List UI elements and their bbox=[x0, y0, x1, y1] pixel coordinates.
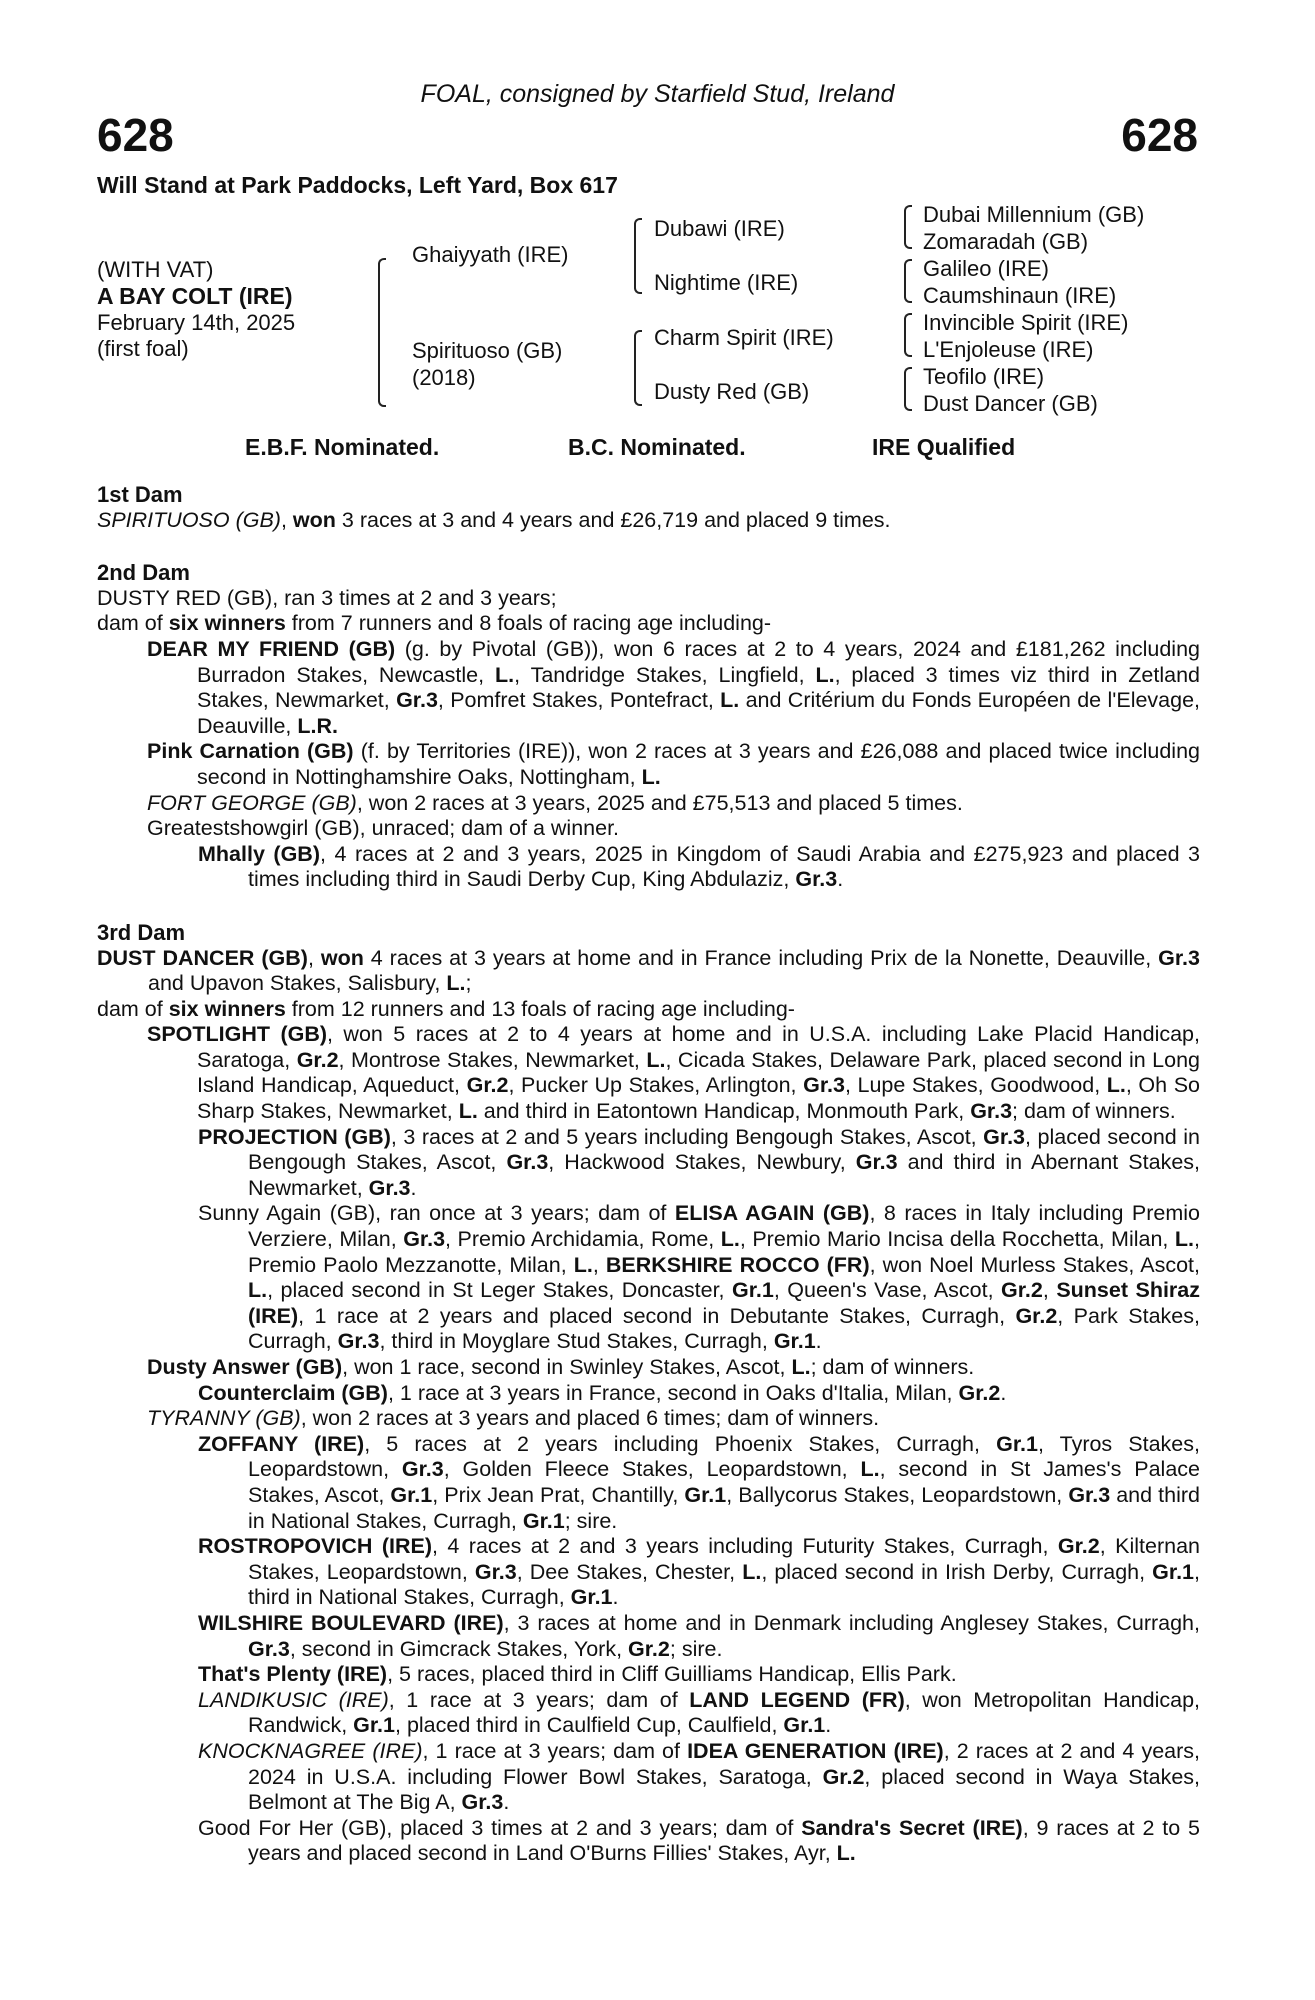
horse-name: That's Plenty (IRE) bbox=[198, 1662, 388, 1687]
grade: Gr.3 bbox=[396, 688, 438, 713]
third-dam-produce-summary bbox=[97, 997, 1200, 1023]
text: , Prix Jean Prat, Chantilly, bbox=[432, 1482, 685, 1507]
grade: Gr.3 bbox=[368, 1175, 411, 1200]
horse-name: KNOCKNAGREE (IRE) bbox=[198, 1738, 423, 1763]
text: , Lupe Stakes, Goodwood, bbox=[844, 1073, 1107, 1098]
first-dam-won: won bbox=[292, 507, 336, 532]
grade: Gr.3 bbox=[983, 1124, 1026, 1149]
grade: L. bbox=[1106, 1073, 1126, 1098]
pedigree-brace bbox=[904, 259, 912, 303]
six-winners: six winners bbox=[168, 611, 286, 636]
grade: Gr.2 bbox=[1015, 1303, 1058, 1328]
text: from 12 runners and 13 foals of racing age including- bbox=[285, 996, 795, 1021]
grade: Gr.3 bbox=[403, 1227, 446, 1252]
list-item: Greatestshowgirl (GB), unraced; dam of a winner. bbox=[147, 816, 620, 841]
list-item bbox=[97, 842, 1200, 893]
gg-sire-4: Teofilo (IRE) bbox=[923, 364, 1045, 389]
text: , Park Stakes, Curragh, bbox=[248, 1303, 1200, 1354]
sire-sire: Dubawi (IRE) bbox=[654, 216, 785, 241]
gg-dam-2: Caumshinaun (IRE) bbox=[923, 283, 1117, 308]
grade: Gr.3 bbox=[248, 1636, 290, 1661]
text: 4 races at 3 years at home and in France including Prix de la Nonette, Deauville, bbox=[363, 945, 1159, 970]
horse-name: Counterclaim (GB) bbox=[198, 1380, 388, 1405]
horse-name: Sunset Shiraz (IRE) bbox=[248, 1278, 1200, 1328]
text: , won 2 races at 3 years and placed 6 times; dam of winners. bbox=[300, 1406, 880, 1431]
horse-name: PROJECTION (GB) bbox=[198, 1124, 391, 1149]
gg-dam-3: L'Enjoleuse (IRE) bbox=[923, 337, 1094, 362]
gg-sire-1: Dubai Millennium (GB) bbox=[923, 202, 1145, 227]
lot-number-left: 628 bbox=[97, 109, 174, 161]
text: dam of bbox=[97, 611, 169, 636]
text: , 5 races, placed third in Cliff Guilliams Handicap, Ellis Park. bbox=[387, 1662, 957, 1687]
horse-name: ELISA AGAIN (GB) bbox=[674, 1201, 870, 1226]
list-item bbox=[97, 1816, 1200, 1867]
horse-name: A BAY COLT (IRE) bbox=[97, 283, 293, 309]
list-item bbox=[97, 1406, 1200, 1432]
horse-name: ZOFFANY (IRE) bbox=[198, 1431, 365, 1456]
text: and third in Abernant Stakes, Newmarket, bbox=[248, 1150, 1200, 1200]
grade: Gr.1 bbox=[390, 1482, 433, 1507]
grade: L. bbox=[494, 662, 515, 687]
grade: Gr.1 bbox=[522, 1508, 565, 1533]
text: , 5 races at 2 years including Phoenix Stakes, Curragh, bbox=[364, 1431, 997, 1456]
text: , placed second in Irish Derby, Curragh, bbox=[761, 1559, 1153, 1584]
list-item bbox=[97, 637, 1200, 739]
text: , 3 races at 2 and 5 years including Bengough Stakes, Ascot, bbox=[390, 1124, 984, 1149]
text: , Pomfret Stakes, Pontefract, bbox=[437, 688, 721, 713]
text: , won 1 race, second in Swinley Stakes, Ascot, bbox=[342, 1355, 792, 1379]
grade: L. bbox=[646, 1047, 666, 1072]
text: , 8 races in Italy including Premio Verziere, Milan, bbox=[248, 1201, 1200, 1252]
horse-name: DEAR MY FRIEND (GB) bbox=[147, 636, 396, 661]
dam-year: (2018) bbox=[412, 365, 476, 390]
text: , won 2 races at 3 years, 2025 and £75,513 and placed 5 times. bbox=[356, 790, 963, 815]
dam-history bbox=[97, 482, 1200, 1867]
pedigree-brace bbox=[904, 205, 912, 249]
horse-name: BERKSHIRE ROCCO (FR) bbox=[605, 1252, 870, 1277]
text: , placed second in Waya Stakes, Belmont at The Big A, bbox=[248, 1764, 1201, 1815]
grade: Gr.1 bbox=[773, 1329, 816, 1354]
first-dam-heading: 1st Dam bbox=[97, 482, 183, 507]
list-item bbox=[97, 1662, 1200, 1688]
text: ; sire. bbox=[564, 1508, 618, 1533]
text: , second in Gimcrack Stakes, York, bbox=[289, 1636, 629, 1661]
text: , 1 race at 3 years; dam of bbox=[422, 1738, 688, 1763]
list-item bbox=[97, 1022, 1200, 1124]
text: (g. by Pivotal (GB)), won 6 races at 2 to 4 years, 2024 and £181,262 including Burradon Stakes, Newcastle, bbox=[197, 636, 1200, 687]
won-label: won bbox=[320, 945, 364, 970]
text: , Premio Paolo Mezzanotte, Milan, bbox=[248, 1227, 1200, 1277]
text: , 1 race at 3 years; dam of bbox=[388, 1687, 690, 1712]
text: , won 5 races at 2 to 4 years at home and in U.S.A. including Lake Placid Handicap, Saratoga, bbox=[197, 1022, 1200, 1072]
horse-name: TYRANNY (GB) bbox=[147, 1406, 301, 1431]
grade: Gr.1 bbox=[996, 1431, 1038, 1456]
text: , Golden Fleece Stakes, Leopardstown, bbox=[443, 1457, 861, 1482]
second-dam-produce-summary bbox=[97, 611, 1200, 637]
text: , 1 race at 3 years in France, second in Oaks d'Italia, Milan, bbox=[387, 1380, 959, 1405]
foaling-date: February 14th, 2025 bbox=[97, 310, 296, 335]
text: ; bbox=[465, 971, 472, 996]
text: . bbox=[815, 1329, 822, 1354]
grade: L. bbox=[860, 1457, 880, 1482]
text: , Oh So Sharp Stakes, Newmarket, bbox=[197, 1073, 1200, 1124]
grade: Gr.3 bbox=[474, 1559, 517, 1584]
third-dam-heading: 3rd Dam bbox=[97, 919, 186, 945]
text: Sunny Again (GB), ran once at 3 years; dam of bbox=[198, 1201, 675, 1226]
list-item bbox=[97, 1125, 1200, 1202]
lot-number-right: 628 bbox=[1121, 109, 1198, 161]
text: ; sire. bbox=[669, 1636, 723, 1661]
grade: Gr.2 bbox=[958, 1380, 1001, 1405]
grade: Gr.2 bbox=[1057, 1534, 1100, 1559]
grade: Gr.3 bbox=[795, 867, 838, 892]
grade: L. bbox=[742, 1559, 762, 1584]
grade: Gr.3 bbox=[461, 1790, 504, 1815]
text: from 7 runners and 8 foals of racing age including- bbox=[285, 611, 772, 636]
text: . bbox=[825, 1713, 832, 1738]
sire-name: Ghaiyyath (IRE) bbox=[412, 242, 569, 267]
grade: Gr.1 bbox=[353, 1713, 395, 1738]
grade: L. bbox=[836, 1841, 856, 1866]
first-dam-name: SPIRITUOSO (GB) bbox=[97, 507, 281, 532]
grade: L. bbox=[641, 764, 661, 789]
text: , won Metropolitan Handicap, Randwick, bbox=[248, 1687, 1200, 1738]
first-dam-record: 3 races at 3 and 4 years and £26,719 and placed 9 times. bbox=[335, 507, 891, 532]
text: , 4 races at 2 and 3 years, 2025 in Kingdom of Saudi Arabia and £275,923 and placed 3 times including third in Saudi Derby Cup, King Abdulaziz, bbox=[248, 841, 1201, 892]
list-item bbox=[97, 1355, 1200, 1381]
text: , placed third in Caulfield Cup, Caulfield, bbox=[395, 1713, 784, 1738]
text: , second in St James's Palace Stakes, Ascot, bbox=[248, 1457, 1200, 1507]
grade: Gr.3 bbox=[506, 1150, 549, 1175]
text: , 4 races at 2 and 3 years including Futurity Stakes, Curragh, bbox=[432, 1534, 1058, 1559]
bc-nomination: B.C. Nominated. bbox=[568, 434, 746, 460]
horse-name: IDEA GENERATION (IRE) bbox=[687, 1738, 944, 1763]
grade: Gr.3 bbox=[401, 1457, 444, 1482]
dam-dam: Dusty Red (GB) bbox=[654, 379, 810, 404]
list-item bbox=[97, 1534, 1200, 1611]
text: , Hackwood Stakes, Newbury, bbox=[548, 1150, 856, 1175]
stand-location: Will Stand at Park Paddocks, Left Yard, Box 617 bbox=[97, 172, 618, 198]
list-item bbox=[97, 791, 1200, 817]
dam-sire: Charm Spirit (IRE) bbox=[654, 325, 834, 350]
text: , 9 races at 2 to 5 years and placed second in Land O'Burns Fillies' Stakes, Ayr, bbox=[248, 1815, 1200, 1866]
grade: L. bbox=[815, 662, 835, 687]
text: . bbox=[503, 1790, 510, 1815]
text: and third in Eatontown Handicap, Monmouth Park, bbox=[477, 1099, 971, 1124]
grade: L.R. bbox=[297, 713, 338, 738]
text: , placed second in Bengough Stakes, Ascot, bbox=[248, 1124, 1200, 1175]
text: ; dam of winners. bbox=[810, 1355, 975, 1379]
gg-dam-1: Zomaradah (GB) bbox=[923, 229, 1089, 254]
pedigree-brace bbox=[378, 258, 386, 407]
gg-dam-4: Dust Dancer (GB) bbox=[923, 391, 1098, 416]
grade: L. bbox=[248, 1278, 268, 1303]
grade: Gr.3 bbox=[1158, 945, 1200, 970]
grade: L. bbox=[1174, 1227, 1195, 1252]
grade: L. bbox=[791, 1355, 811, 1379]
grade: Gr.2 bbox=[466, 1073, 509, 1098]
grade: Gr.3 bbox=[1068, 1482, 1111, 1507]
text: , won Noel Murless Stakes, Ascot, bbox=[869, 1252, 1201, 1277]
grade: Gr.1 bbox=[570, 1585, 613, 1610]
grade: Gr.3 bbox=[855, 1150, 898, 1175]
text: . bbox=[837, 867, 844, 892]
grade: Gr.2 bbox=[1001, 1278, 1043, 1303]
text: , Dee Stakes, Chester, bbox=[516, 1559, 743, 1584]
grade: L. bbox=[446, 971, 466, 996]
grade: Gr.2 bbox=[822, 1764, 865, 1789]
text: ; dam of winners. bbox=[1012, 1099, 1176, 1124]
text: and Critérium du Fonds Européen de l'Elevage, Deauville, bbox=[197, 688, 1201, 738]
grade: Gr.3 bbox=[337, 1329, 380, 1354]
pedigree-brace bbox=[904, 367, 912, 411]
pedigree-brace bbox=[634, 330, 642, 406]
consignment-title: FOAL, consigned by Starfield Stud, Ireland bbox=[420, 80, 895, 108]
horse-name: FORT GEORGE (GB) bbox=[147, 790, 357, 815]
text: , Kilternan Stakes, Leopardstown, bbox=[248, 1534, 1200, 1584]
text: , Montrose Stakes, Newmarket, bbox=[338, 1047, 647, 1072]
dam-name: Spirituoso (GB) bbox=[412, 338, 563, 363]
list-item bbox=[97, 1432, 1200, 1534]
text: , 3 races at home and in Denmark including Anglesey Stakes, Curragh, bbox=[503, 1610, 1200, 1635]
gg-sire-3: Invincible Spirit (IRE) bbox=[923, 310, 1129, 335]
list-item bbox=[97, 1611, 1200, 1662]
horse-name: Sandra's Secret (IRE) bbox=[801, 1815, 1023, 1840]
text: and third in National Stakes, Curragh, bbox=[248, 1482, 1200, 1533]
text: dam of bbox=[97, 996, 169, 1021]
text: , placed 3 times viz third in Zetland Stakes, Newmarket, bbox=[197, 662, 1201, 713]
text: . bbox=[1000, 1380, 1007, 1405]
foal-note: (first foal) bbox=[97, 336, 189, 361]
text: , Queen's Vase, Ascot, bbox=[773, 1278, 1002, 1303]
first-dam-text: SPIRITUOSO (GB), won 3 races at 3 and 4 years and £26,719 and placed 9 times. bbox=[97, 507, 891, 532]
horse-name: WILSHIRE BOULEVARD (IRE) bbox=[198, 1610, 504, 1635]
sire-dam: Nightime (IRE) bbox=[654, 270, 799, 295]
second-dam-heading: 2nd Dam bbox=[97, 560, 190, 586]
text: , placed second in St Leger Stakes, Doncaster, bbox=[267, 1278, 732, 1303]
list-item: Sunny Again (GB), ran once at 3 years; dam of ELISA AGAIN (GB), 8 races in Italy including Premio Verziere, Milan, Gr.3, Premio Archidamia, Rome, L., Premio Mario Incisa della Rocchetta, Milan, L., Premio Paolo Mezzanotte, Milan, L., BERKSHIRE ROCCO (FR), won Noel Murless Stakes, Ascot, L., placed second in St Leger Stakes, Doncaster, Gr.1, Queen's Vase, Ascot, Gr.2, Sunset Shiraz (IRE), 1 race at 2 years and placed second in Debutante Stakes, Curragh, Gr.2, Park Stakes, Curragh, Gr.3, third in Moyglare Stud Stakes, Curragh, Gr.1. bbox=[198, 1201, 1201, 1354]
six-winners: six winners bbox=[168, 996, 286, 1021]
horse-name: ROSTROPOVICH (IRE) bbox=[198, 1534, 432, 1559]
text: , Premio Archidamia, Rome, bbox=[445, 1227, 721, 1252]
text: , Tandridge Stakes, Lingfield, bbox=[514, 662, 816, 687]
grade: L. bbox=[720, 688, 740, 713]
text: . bbox=[612, 1585, 619, 1610]
grade: Gr.3 bbox=[970, 1099, 1013, 1124]
ire-qualified: IRE Qualified bbox=[872, 434, 1016, 460]
text: , bbox=[592, 1252, 606, 1277]
list-item bbox=[97, 1739, 1200, 1816]
text: Good For Her (GB), placed 3 times at 2 and 3 years; dam of bbox=[198, 1815, 802, 1840]
text: , Pucker Up Stakes, Arlington, bbox=[508, 1073, 804, 1098]
text: , third in National Stakes, Curragh, bbox=[248, 1559, 1200, 1610]
text: , Premio Mario Incisa della Rocchetta, Milan, bbox=[739, 1227, 1175, 1252]
ebf-nomination: E.B.F. Nominated. bbox=[245, 434, 440, 460]
text: , Ballycorus Stakes, Leopardstown, bbox=[726, 1482, 1069, 1507]
horse-name: LANDIKUSIC (IRE) bbox=[198, 1687, 389, 1712]
grade: L. bbox=[573, 1252, 593, 1277]
gg-sire-2: Galileo (IRE) bbox=[923, 256, 1049, 281]
list-item bbox=[97, 739, 1200, 790]
grade: Gr.1 bbox=[1152, 1559, 1195, 1584]
grade: Gr.1 bbox=[684, 1482, 727, 1507]
text: and Upavon Stakes, Salisbury, bbox=[148, 971, 447, 996]
horse-name: SPOTLIGHT (GB) bbox=[147, 1022, 328, 1047]
horse-name: LAND LEGEND (FR) bbox=[689, 1687, 905, 1712]
horse-name: Mhally (GB) bbox=[198, 841, 320, 866]
grade: Gr.3 bbox=[803, 1073, 845, 1098]
grade: Gr.1 bbox=[732, 1278, 774, 1303]
pedigree-brace bbox=[634, 218, 642, 294]
list-item bbox=[97, 1688, 1200, 1739]
text: , 2 races at 2 and 4 years, 2024 in U.S.A. including Flower Bowl Stakes, Saratoga, bbox=[248, 1738, 1201, 1789]
third-dam-text: DUST DANCER (GB), won 4 races at 3 years at home and in France including Prix de la Nonette, Deauville, Gr.3 and Upavon Stakes, Salisbury, L.; bbox=[97, 945, 1200, 996]
grade: Gr.2 bbox=[628, 1636, 670, 1661]
text: , third in Moyglare Stud Stakes, Curragh, bbox=[379, 1329, 774, 1354]
pedigree-brace bbox=[904, 313, 912, 357]
text: , Tyros Stakes, Leopardstown, bbox=[248, 1431, 1200, 1482]
text: . bbox=[410, 1175, 417, 1200]
list-item bbox=[97, 1381, 1200, 1407]
horse-name: Dusty Answer (GB) bbox=[147, 1355, 343, 1379]
text: (f. by Territories (IRE)), won 2 races at 3 years and £26,088 and placed twice including second in Nottinghamshire Oaks, Nottingham, bbox=[197, 739, 1200, 789]
grade: L. bbox=[720, 1227, 740, 1252]
grade: Gr.1 bbox=[783, 1713, 826, 1738]
horse-name: Pink Carnation (GB) bbox=[147, 739, 354, 764]
grade: L. bbox=[458, 1099, 478, 1124]
horse-name: DUST DANCER (GB) bbox=[97, 945, 308, 970]
text: , Cicada Stakes, Delaware Park, placed second in Long Island Handicap, Aqueduct, bbox=[197, 1047, 1200, 1098]
grade: Gr.2 bbox=[296, 1047, 339, 1072]
vat-note: (WITH VAT) bbox=[97, 257, 214, 282]
text: , 1 race at 2 years and placed second in Debutante Stakes, Curragh, bbox=[298, 1303, 1016, 1328]
second-dam-line: DUSTY RED (GB), ran 3 times at 2 and 3 years; bbox=[97, 585, 557, 610]
